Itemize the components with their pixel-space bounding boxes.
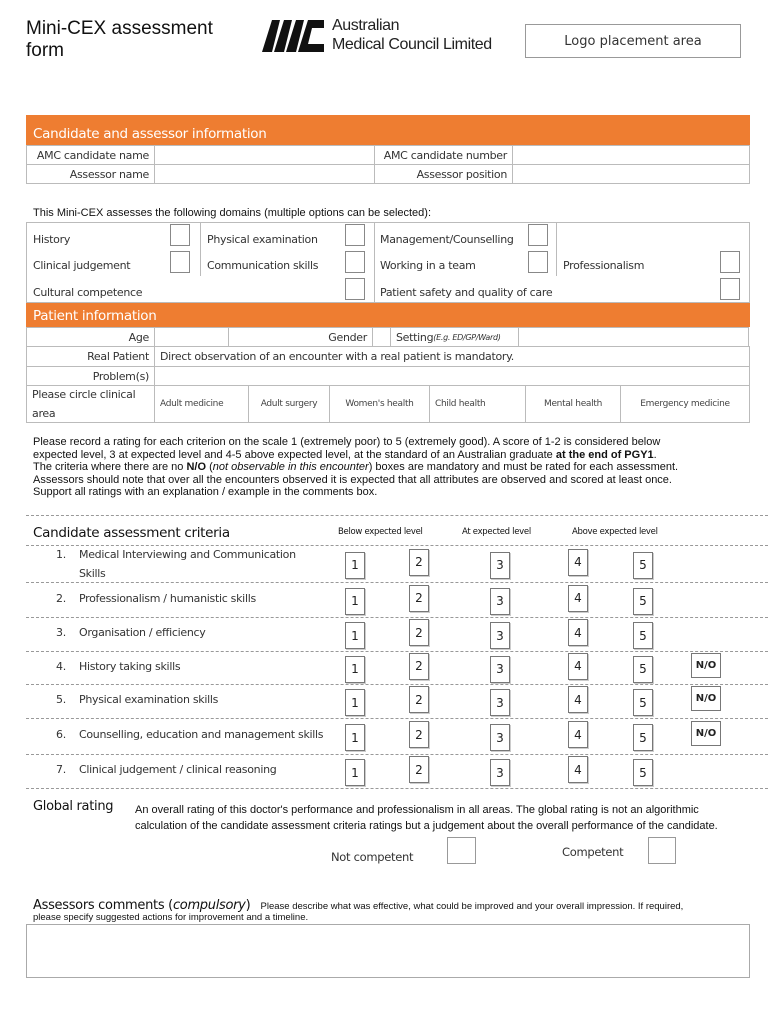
rating-box-2[interactable]: 2 <box>409 756 429 783</box>
instr-bold: N/O <box>186 461 207 474</box>
logo-placeholder: Logo placement area <box>525 24 741 58</box>
domain-cultural-label: Cultural competence <box>33 286 143 299</box>
comments-textarea[interactable] <box>26 924 750 978</box>
level-at: At expected level <box>462 527 531 537</box>
rating-box-1[interactable]: 1 <box>345 588 365 615</box>
not-competent-label: Not competent <box>331 850 414 864</box>
not-competent-checkbox[interactable] <box>447 837 476 864</box>
domain-teamwork-label: Working in a team <box>380 259 476 272</box>
global-rating-title: Global rating <box>33 799 114 814</box>
rating-box-3[interactable]: 3 <box>490 689 510 716</box>
setting-text: Setting <box>396 330 434 344</box>
candidate-name-field[interactable] <box>154 145 375 165</box>
rating-box-2[interactable]: 2 <box>409 585 429 612</box>
clinical-area-adult-medicine[interactable]: Adult medicine <box>154 385 249 423</box>
rating-box-5[interactable]: 5 <box>633 724 653 751</box>
divider <box>26 515 768 516</box>
instr-text: The criteria where there are no <box>33 461 187 474</box>
criteria-divider <box>26 651 768 652</box>
global-line-1: An overall rating of this doctor's performance and professionalism in all areas. The global rating is not an algorithmic <box>135 804 699 816</box>
criterion-number: 4. <box>56 659 66 673</box>
setting-label <box>390 327 519 347</box>
clinical-area-adult-surgery[interactable]: Adult surgery <box>248 385 330 423</box>
comments-title-text: Assessors comments ( <box>33 898 173 913</box>
title-line-2: form <box>26 40 64 61</box>
domain-professionalism-checkbox[interactable] <box>720 251 740 273</box>
org-line-2: Medical Council Limited <box>332 36 492 53</box>
clinical-area-child-health[interactable]: Child health <box>429 385 526 423</box>
amc-logo-icon <box>258 18 326 52</box>
rating-box-5[interactable]: 5 <box>633 588 653 615</box>
criterion-number: 2. <box>56 591 66 605</box>
domain-history-checkbox[interactable] <box>170 224 190 246</box>
level-above: Above expected level <box>572 527 658 537</box>
patient-section-header: Patient information <box>26 303 750 327</box>
rating-box-3[interactable]: 3 <box>490 622 510 649</box>
not-observable-box[interactable]: N/O <box>691 721 721 746</box>
clinical-area-womens-health[interactable]: Women's health <box>329 385 430 423</box>
rating-box-1[interactable]: 1 <box>345 759 365 786</box>
instr-text: expected level, 3 at expected level and 4-5 above expected level, at the standard of an Australian graduate <box>33 448 556 461</box>
criteria-divider <box>26 617 768 618</box>
instr-bold: at the end of PGY1 <box>555 448 654 461</box>
assessor-name-label: Assessor name <box>26 164 155 184</box>
domain-management-checkbox[interactable] <box>528 224 548 246</box>
rating-box-2[interactable]: 2 <box>409 619 429 646</box>
rating-box-4[interactable]: 4 <box>568 653 588 680</box>
rating-box-1[interactable]: 1 <box>345 622 365 649</box>
rating-box-5[interactable]: 5 <box>633 552 653 579</box>
criteria-divider <box>26 718 768 719</box>
criteria-divider <box>26 545 768 546</box>
comments-title <box>33 898 250 913</box>
criteria-divider <box>26 582 768 583</box>
setting-hint: (E.g. ED/GP/Ward) <box>433 332 501 342</box>
criterion-label: Clinical judgement / clinical reasoning <box>79 763 277 776</box>
clinical-area-label: Please circle clinical area <box>26 385 155 423</box>
domain-patient-safety-label: Patient safety and quality of care <box>380 286 553 299</box>
domain-clinical-judgement-label: Clinical judgement <box>33 259 131 272</box>
instructions-line-4: Assessors should note that over all the encounters observed it is expected that all attributes are observed and scored at least once. <box>33 473 672 486</box>
domain-history-label: History <box>33 233 71 246</box>
domain-physical-exam-checkbox[interactable] <box>345 224 365 246</box>
candidate-section-header: Candidate and assessor information <box>26 115 750 145</box>
global-line-2: calculation of the candidate assessment criteria ratings but a judgement about the overall performance of the candidate. <box>135 820 718 832</box>
criterion-number: 1. <box>56 548 66 561</box>
not-observable-box[interactable]: N/O <box>691 653 721 678</box>
rating-box-4[interactable]: 4 <box>568 619 588 646</box>
not-observable-box[interactable]: N/O <box>691 686 721 711</box>
rating-box-1[interactable]: 1 <box>345 689 365 716</box>
criteria-divider <box>26 754 768 755</box>
criterion-label-line-2: Skills <box>79 567 106 580</box>
rating-box-5[interactable]: 5 <box>633 689 653 716</box>
age-field[interactable] <box>154 327 229 347</box>
rating-box-5[interactable]: 5 <box>633 759 653 786</box>
rating-box-2[interactable]: 2 <box>409 549 429 576</box>
comments-title-end: ) <box>245 898 251 913</box>
criterion-number: 6. <box>56 728 66 741</box>
criterion-number: 7. <box>56 763 66 776</box>
domain-clinical-judgement-checkbox[interactable] <box>170 251 190 273</box>
criteria-divider <box>26 788 768 789</box>
form-title <box>26 18 213 62</box>
assessor-name-field[interactable] <box>154 164 375 184</box>
rating-box-3[interactable]: 3 <box>490 759 510 786</box>
comments-instruction-1: Please describe what was effective, what could be improved and your overall impression. If required, <box>260 901 684 912</box>
candidate-number-field[interactable] <box>512 145 750 165</box>
criterion-label: Medical Interviewing and Communication <box>79 548 296 561</box>
criterion-label: Physical examination skills <box>79 693 219 706</box>
criteria-title: Candidate assessment criteria <box>33 525 230 541</box>
rating-box-5[interactable]: 5 <box>633 656 653 683</box>
rating-box-2[interactable]: 2 <box>409 686 429 713</box>
rating-box-1[interactable]: 1 <box>345 656 365 683</box>
comments-heading <box>33 894 683 913</box>
instructions <box>33 436 748 499</box>
real-patient-label: Real Patient <box>26 346 155 367</box>
rating-box-2[interactable]: 2 <box>409 721 429 748</box>
domain-patient-safety-checkbox[interactable] <box>720 278 740 300</box>
assessor-position-label: Assessor position <box>374 164 513 184</box>
rating-box-3[interactable]: 3 <box>490 552 510 579</box>
domain-management-label: Management/Counselling <box>380 233 514 246</box>
rating-box-4[interactable]: 4 <box>568 585 588 612</box>
candidate-name-label: AMC candidate name <box>26 145 155 165</box>
instr-text: ( <box>206 461 213 474</box>
rating-box-1[interactable]: 1 <box>345 724 365 751</box>
rating-box-5[interactable]: 5 <box>633 622 653 649</box>
instr-italic: not observable in this encounter <box>212 461 369 474</box>
org-name <box>332 16 492 54</box>
rating-box-4[interactable]: 4 <box>568 686 588 713</box>
rating-box-3[interactable]: 3 <box>490 724 510 751</box>
comments-instruction-2: please specify suggested actions for improvement and a timeline. <box>33 912 309 923</box>
competent-label: Competent <box>562 845 624 859</box>
rating-box-4[interactable]: 4 <box>568 549 588 576</box>
level-below: Below expected level <box>338 527 423 537</box>
age-label: Age <box>26 327 155 347</box>
rating-box-2[interactable]: 2 <box>409 653 429 680</box>
gender-label: Gender <box>228 327 373 347</box>
candidate-number-label: AMC candidate number <box>374 145 513 165</box>
domain-teamwork-checkbox[interactable] <box>528 251 548 273</box>
domains-intro: This Mini-CEX assesses the following domains (multiple options can be selected): <box>33 207 432 219</box>
criterion-label: Counselling, education and management skills <box>79 728 324 741</box>
rating-box-4[interactable]: 4 <box>568 721 588 748</box>
rating-box-4[interactable]: 4 <box>568 756 588 783</box>
criteria-divider <box>26 684 768 685</box>
instr-text: ) boxes are mandatory and must be rated for each assessment. <box>368 461 679 474</box>
domain-communication-label: Communication skills <box>207 259 319 272</box>
instructions-line-5: Support all ratings with an explanation / example in the comments box. <box>33 486 378 499</box>
title-line-1: Mini-CEX assessment <box>26 18 213 39</box>
clinical-area-mental-health[interactable]: Mental health <box>525 385 621 423</box>
rating-box-3[interactable]: 3 <box>490 656 510 683</box>
real-patient-note: Direct observation of an encounter with a real patient is mandatory. <box>154 346 750 367</box>
global-rating-description <box>135 802 718 834</box>
org-line-1: Australian <box>332 17 400 34</box>
criterion-label: Organisation / efficiency <box>79 626 206 639</box>
domain-professionalism-label: Professionalism <box>563 259 645 272</box>
criterion-label: Professionalism / humanistic skills <box>79 591 256 605</box>
clinical-area-emergency-medicine[interactable]: Emergency medicine <box>620 385 750 423</box>
criterion-number: 3. <box>56 626 66 639</box>
instructions-line-1: Please record a rating for each criterion on the scale 1 (extremely poor) to 5 (extremely good). A score of 1-2 is considered below <box>33 436 661 448</box>
instructions-line-3 <box>33 461 748 474</box>
domain-communication-checkbox[interactable] <box>345 251 365 273</box>
domain-physical-exam-label: Physical examination <box>207 233 318 246</box>
gender-field[interactable] <box>372 327 391 347</box>
domain-cultural-checkbox[interactable] <box>345 278 365 300</box>
rating-box-3[interactable]: 3 <box>490 588 510 615</box>
instructions-line-2: expected level, 3 at expected level and 4-5 above expected level, at the standard of an Australian graduate at the end of PGY1. <box>33 448 657 461</box>
rating-box-1[interactable]: 1 <box>345 552 365 579</box>
comments-title-em: compulsory <box>172 898 246 913</box>
criterion-number: 5. <box>56 693 66 706</box>
setting-field[interactable] <box>518 327 749 347</box>
competent-checkbox[interactable] <box>648 837 676 864</box>
assessor-position-field[interactable] <box>512 164 750 184</box>
criterion-label: History taking skills <box>79 659 181 673</box>
problems-label: Problem(s) <box>26 366 155 386</box>
problems-field[interactable] <box>154 366 750 386</box>
